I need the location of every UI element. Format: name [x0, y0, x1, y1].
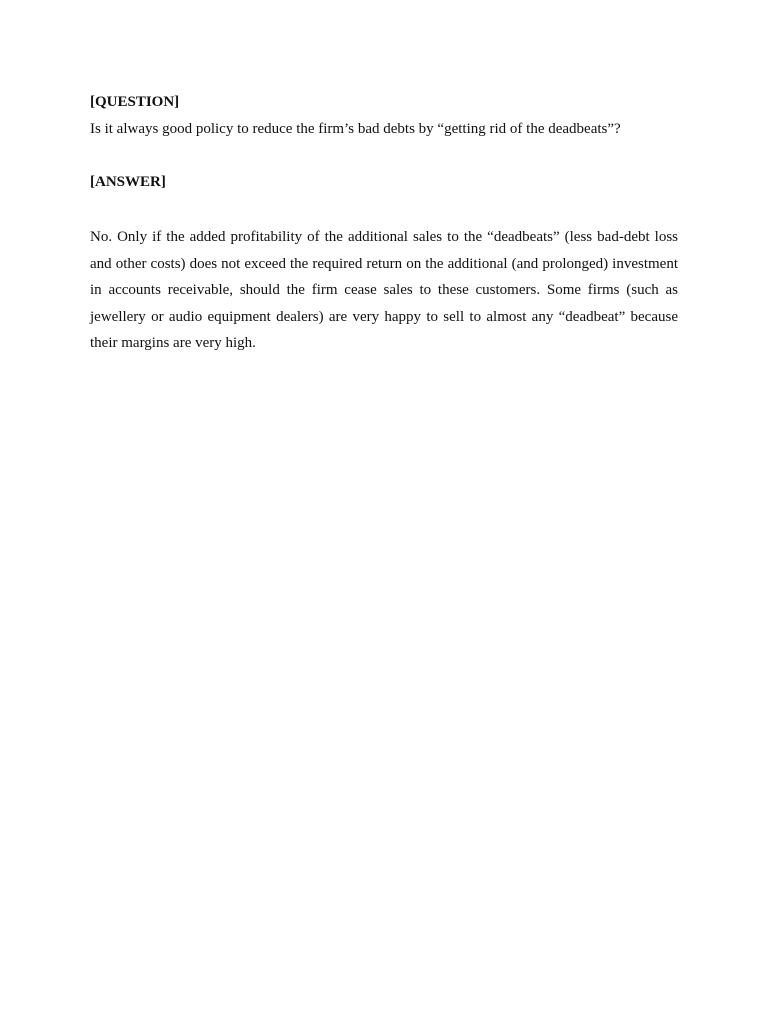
question-heading: [QUESTION]: [90, 94, 180, 110]
answer-heading: [ANSWER]: [90, 174, 166, 190]
answer-text: No. Only if the added profitability of the additional sales to the “deadbeats” (less bad-debt loss and other costs) does not exceed the required return on the additional (and prolonged) investment in accounts receivable, should the firm cease sales to these customers. Some firms (such as jewellery or audio equipment dealers) are very happy to sell to almost any “deadbeat” because their margins are very high.: [90, 229, 678, 352]
document-content: [90, 92, 678, 357]
question-text: Is it always good policy to reduce the firm’s bad debts by “getting rid of the deadbeats”?: [90, 121, 621, 137]
